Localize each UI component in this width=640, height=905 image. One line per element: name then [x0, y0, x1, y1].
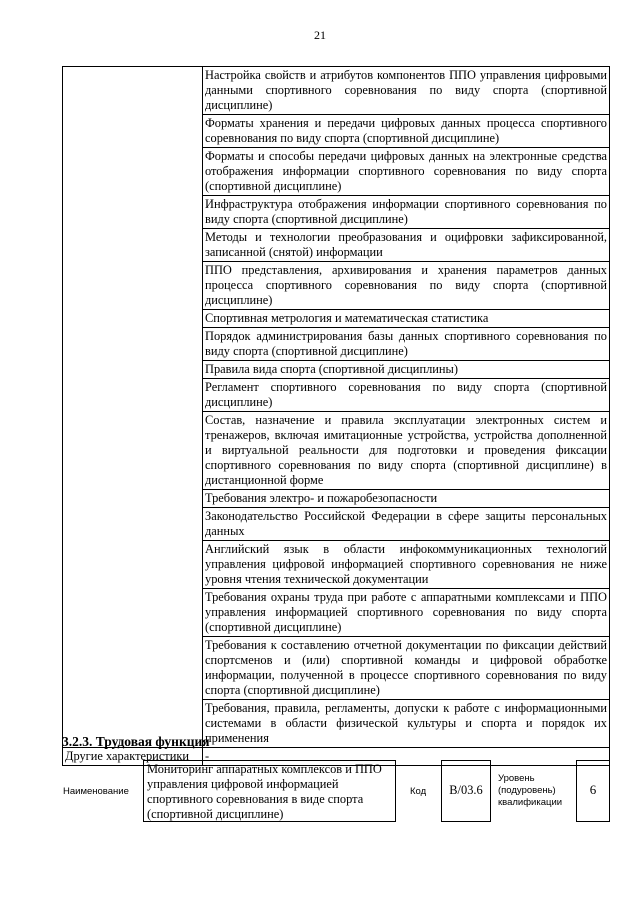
level-value-box: 6 [576, 760, 610, 822]
knowledge-item: Форматы и способы передачи цифровых данных на электронные средства отображения информации спортивного соревнования по виду спорта (спортивной дисциплине) [203, 148, 610, 196]
code-value-box: B/03.6 [441, 760, 491, 822]
other-characteristics-label: Другие характеристики [63, 748, 203, 766]
knowledge-item: Инфраструктура отображения информации спортивного соревнования по виду спорта (спортивной дисциплине) [203, 196, 610, 229]
knowledge-item: Требования охраны труда при работе с аппаратными комплексами и ППО управления информацией спортивного соревнования по виду спорта (спортивной дисциплине) [203, 589, 610, 637]
knowledge-item: Настройка свойств и атрибутов компонентов ППО управления цифровыми данными спортивного соревнования по виду спорта (спортивной дисциплине) [203, 67, 610, 115]
code-label: Код [410, 786, 427, 797]
knowledge-item: Английский язык в области инфокоммуникационных технологий управления цифровой информацией спортивного соревнования не ниже уровня чтения технической документации [203, 541, 610, 589]
knowledge-item: Методы и технологии преобразования и оцифровки зафиксированной, записанной (снятой) информации [203, 229, 610, 262]
knowledge-item: Регламент спортивного соревнования по виду спорта (спортивной дисциплине) [203, 379, 610, 412]
page-number: 21 [314, 28, 326, 42]
knowledge-item: Состав, назначение и правила эксплуатации электронных систем и тренажеров, включая имитационные устройства, устройства дополненной и виртуальной реальности для подготовки и проведения фиксации спортивного соревнования по виду спорта (спортивной дисциплине) в дистанционной форме [203, 412, 610, 490]
knowledge-item: Порядок администрирования базы данных спортивного соревнования по виду спорта (спортивной дисциплине) [203, 328, 610, 361]
name-label: Наименование [63, 786, 129, 797]
knowledge-item: Требования, правила, регламенты, допуски к работе с информационными системами в области физической культуры и спорта и порядок их применения [203, 700, 610, 748]
section-heading: 3.2.3. Трудовая функция [62, 734, 210, 749]
knowledge-item: Правила вида спорта (спортивной дисциплины) [203, 361, 610, 379]
labor-function-row [0, 760, 640, 826]
knowledge-item: Спортивная метрология и математическая статистика [203, 310, 610, 328]
knowledge-table-body [63, 67, 610, 766]
table-row [63, 67, 610, 115]
knowledge-item: ППО представления, архивирования и хранения параметров данных процесса спортивного соревнования по виду спорта (спортивной дисциплине) [203, 262, 610, 310]
knowledge-item: Форматы хранения и передачи цифровых данных процесса спортивного соревнования по виду спорта (спортивной дисциплине) [203, 115, 610, 148]
knowledge-item: Требования электро- и пожаробезопасности [203, 490, 610, 508]
knowledge-item: Законодательство Российской Федерации в сфере защиты персональных данных [203, 508, 610, 541]
knowledge-item: Требования к составлению отчетной документации по фиксации действий спортсменов и (или) спортивной команды и цифровой обработке информации, полученной в процессе спортивного соревнования по виду спорта (спортивной дисциплине) [203, 637, 610, 700]
other-characteristics-value: - [203, 748, 610, 766]
name-value-box: Мониторинг аппаратных комплексов и ППО управления цифровой информацией спортивного соревнования в виде спорта (спортивной дисциплине) [143, 760, 396, 822]
knowledge-table [62, 66, 610, 766]
knowledge-left-cell [63, 67, 203, 748]
level-label: Уровень (подуровень) квалификации [498, 773, 563, 808]
